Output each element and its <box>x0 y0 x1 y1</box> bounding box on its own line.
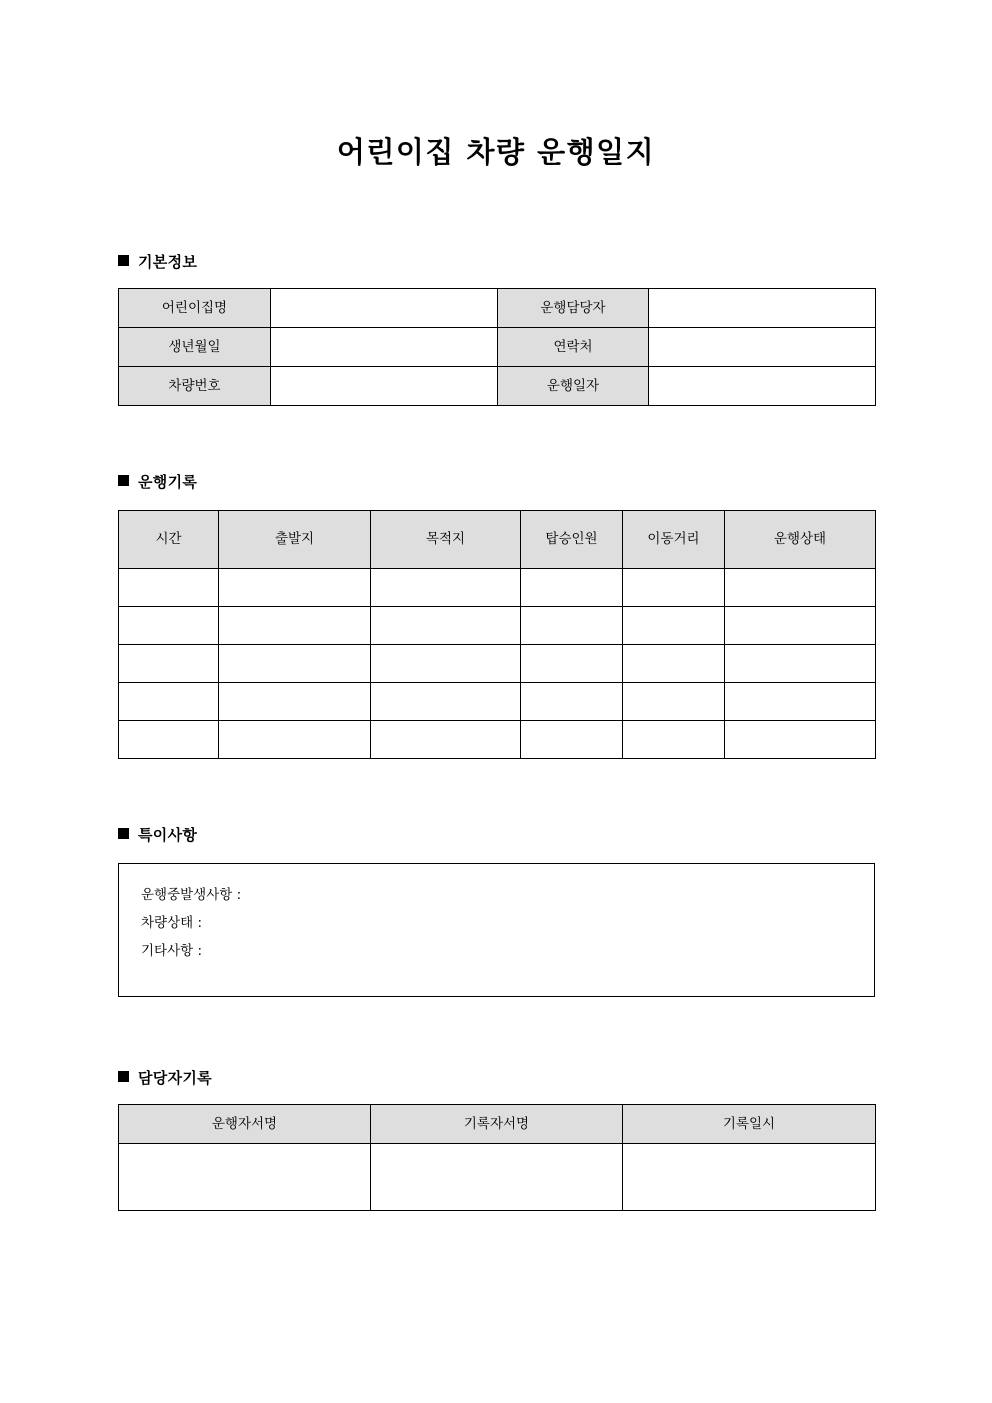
cell-distance[interactable] <box>623 683 725 721</box>
column-header-record-datetime: 기록일시 <box>623 1105 876 1144</box>
column-header-time: 시간 <box>119 511 219 569</box>
table-row <box>119 328 876 367</box>
trip-record-table <box>118 510 876 759</box>
cell-status[interactable] <box>725 683 876 721</box>
section-heading-basic-info <box>118 252 197 272</box>
table-row <box>119 683 876 721</box>
column-header-status: 운행상태 <box>725 511 876 569</box>
square-bullet-icon <box>118 828 129 839</box>
field-value-operation-date[interactable] <box>649 367 876 406</box>
table-row <box>119 721 876 759</box>
field-value-birthdate[interactable] <box>271 328 498 367</box>
cell-time[interactable] <box>119 683 219 721</box>
cell-origin[interactable] <box>219 645 371 683</box>
field-value-contact[interactable] <box>649 328 876 367</box>
cell-passengers[interactable] <box>521 569 623 607</box>
cell-driver-signature[interactable] <box>119 1144 371 1211</box>
cell-destination[interactable] <box>371 721 521 759</box>
cell-status[interactable] <box>725 721 876 759</box>
cell-origin[interactable] <box>219 569 371 607</box>
section-heading-special-notes <box>118 825 197 845</box>
field-value-vehicle-number[interactable] <box>271 367 498 406</box>
field-label-birthdate: 생년월일 <box>119 328 271 367</box>
column-header-driver-signature: 운행자서명 <box>119 1105 371 1144</box>
cell-distance[interactable] <box>623 645 725 683</box>
section-heading-label: 운행기록 <box>138 473 198 491</box>
square-bullet-icon <box>118 1071 129 1082</box>
section-heading-label: 담당자기록 <box>138 1069 212 1087</box>
field-label-driver: 운행담당자 <box>498 289 649 328</box>
cell-passengers[interactable] <box>521 683 623 721</box>
cell-record-datetime[interactable] <box>623 1144 876 1211</box>
column-header-passengers: 탑승인원 <box>521 511 623 569</box>
cell-destination[interactable] <box>371 569 521 607</box>
cell-time[interactable] <box>119 569 219 607</box>
note-label-vehicle-condition: 차량상태 : <box>141 915 203 931</box>
cell-status[interactable] <box>725 569 876 607</box>
cell-distance[interactable] <box>623 569 725 607</box>
field-label-center-name: 어린이집명 <box>119 289 271 328</box>
special-notes-content <box>119 864 874 965</box>
note-label-incident: 운행중발생사항 : <box>141 887 242 903</box>
column-header-origin: 출발지 <box>219 511 371 569</box>
table-header-row <box>119 511 876 569</box>
table-header-row <box>119 1105 876 1144</box>
cell-origin[interactable] <box>219 683 371 721</box>
cell-passengers[interactable] <box>521 721 623 759</box>
cell-status[interactable] <box>725 645 876 683</box>
field-label-operation-date: 운행일자 <box>498 367 649 406</box>
cell-time[interactable] <box>119 607 219 645</box>
note-label-other: 기타사항 : <box>141 943 203 959</box>
column-header-recorder-signature: 기록자서명 <box>371 1105 623 1144</box>
field-value-driver[interactable] <box>649 289 876 328</box>
cell-origin[interactable] <box>219 721 371 759</box>
table-row <box>119 569 876 607</box>
cell-time[interactable] <box>119 721 219 759</box>
section-heading-label: 기본정보 <box>138 253 198 271</box>
table-row <box>119 645 876 683</box>
basic-info-table <box>118 288 876 406</box>
cell-distance[interactable] <box>623 721 725 759</box>
field-value-center-name[interactable] <box>271 289 498 328</box>
square-bullet-icon <box>118 255 129 266</box>
section-heading-label: 특이사항 <box>138 826 198 844</box>
square-bullet-icon <box>118 475 129 486</box>
cell-origin[interactable] <box>219 607 371 645</box>
cell-recorder-signature[interactable] <box>371 1144 623 1211</box>
cell-distance[interactable] <box>623 607 725 645</box>
special-notes-box[interactable] <box>118 863 875 997</box>
table-row <box>119 607 876 645</box>
section-heading-trip-record <box>118 472 197 492</box>
cell-destination[interactable] <box>371 683 521 721</box>
column-header-destination: 목적지 <box>371 511 521 569</box>
section-heading-signoff <box>118 1068 212 1088</box>
table-row <box>119 289 876 328</box>
cell-status[interactable] <box>725 607 876 645</box>
signoff-table <box>118 1104 876 1211</box>
cell-passengers[interactable] <box>521 645 623 683</box>
field-label-vehicle-number: 차량번호 <box>119 367 271 406</box>
cell-destination[interactable] <box>371 607 521 645</box>
cell-time[interactable] <box>119 645 219 683</box>
column-header-distance: 이동거리 <box>623 511 725 569</box>
table-row <box>119 367 876 406</box>
table-row <box>119 1144 876 1211</box>
cell-passengers[interactable] <box>521 607 623 645</box>
page-title: 어린이집 차량 운행일지 <box>336 135 656 169</box>
field-label-contact: 연락처 <box>498 328 649 367</box>
cell-destination[interactable] <box>371 645 521 683</box>
